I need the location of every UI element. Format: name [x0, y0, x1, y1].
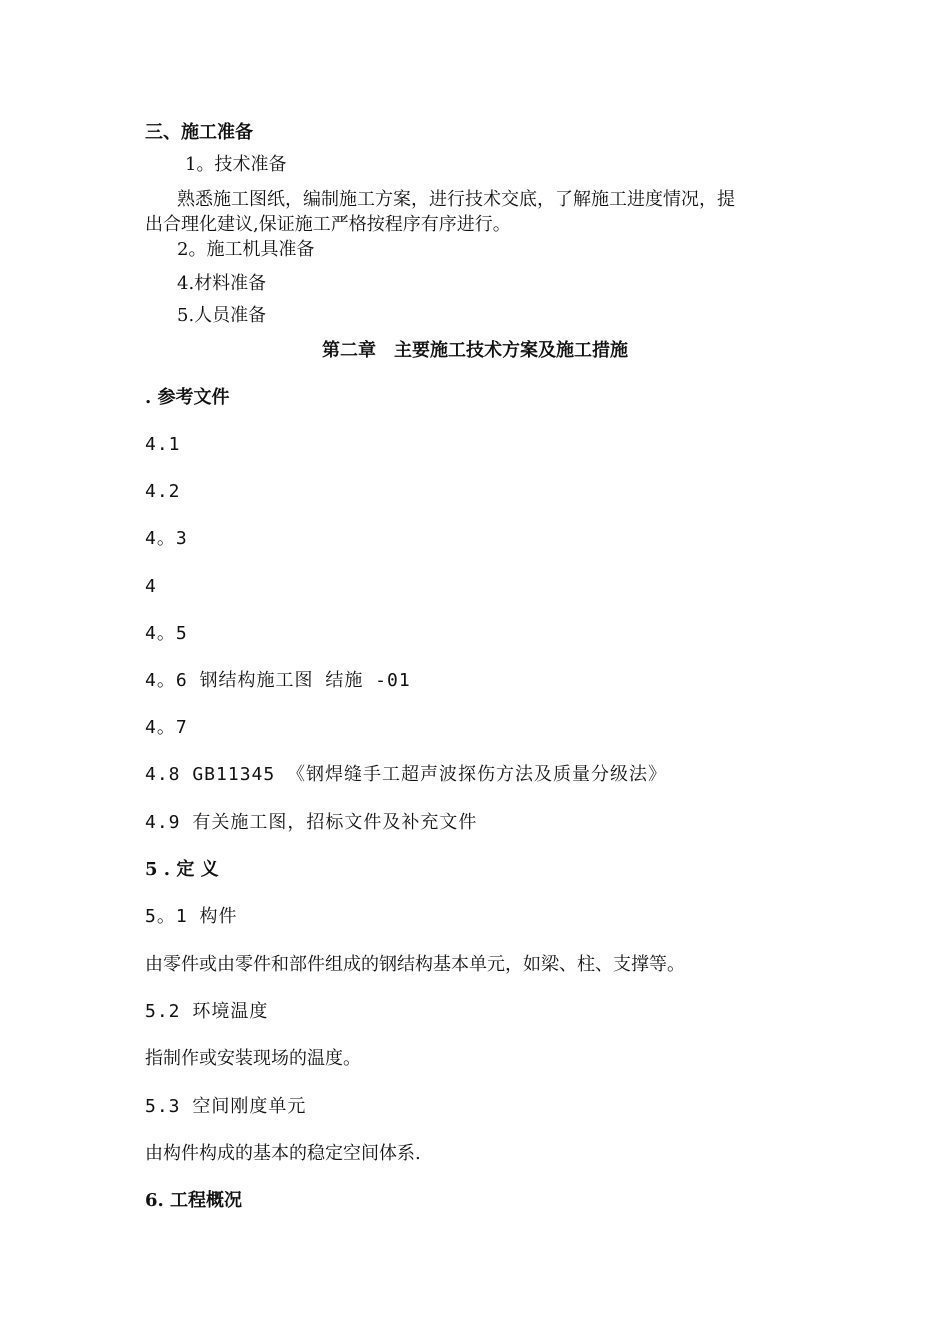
material-prep-label: 4.材料准备 [177, 273, 267, 294]
definitions-heading: 5 . 定 义 [145, 859, 219, 880]
personnel-prep-label: 5.人员准备 [177, 305, 267, 326]
equipment-prep-label: 2。施工机具准备 [177, 239, 315, 260]
reference-item: 4 [145, 576, 157, 597]
reference-item: 4.8 GB11345 《钢焊缝手工超声波探伤方法及质量分级法》 [145, 764, 668, 785]
reference-item: 4.1 [145, 434, 181, 455]
tech-prep-paragraph-line1: 熟悉施工图纸，编制施工方案，进行技术交底，了解施工进度情况，提 [177, 189, 735, 210]
reference-item: 4。6 钢结构施工图 结施 -01 [145, 670, 411, 691]
reference-item: 4.2 [145, 481, 181, 502]
reference-item: 4。7 [145, 717, 188, 738]
chapter-2-title: 第二章 主要施工技术方案及施工措施 [322, 340, 628, 361]
definition-term: 5.2 环境温度 [145, 1001, 269, 1022]
reference-item: 4。5 [145, 623, 188, 644]
section-3-heading: 三、施工准备 [145, 122, 253, 143]
definition-desc: 指制作或安装现场的温度。 [145, 1048, 361, 1069]
tech-prep-label: 1。技术准备 [185, 154, 287, 175]
tech-prep-paragraph-line2: 出合理化建议,保证施工严格按程序有序进行。 [145, 214, 511, 235]
definition-desc: 由零件或由零件和部件组成的钢结构基本单元，如梁、柱、支撑等。 [145, 954, 685, 975]
reference-item: 4。3 [145, 528, 188, 549]
definition-term: 5.3 空间刚度单元 [145, 1096, 307, 1117]
definition-desc: 由构件构成的基本的稳定空间体系. [145, 1143, 421, 1164]
section-6-heading: 6. 工程概况 [145, 1190, 243, 1211]
reference-item: 4.9 有关施工图，招标文件及补充文件 [145, 812, 478, 833]
reference-docs-heading: . 参考文件 [145, 387, 230, 408]
definition-term: 5。1 构件 [145, 906, 238, 927]
